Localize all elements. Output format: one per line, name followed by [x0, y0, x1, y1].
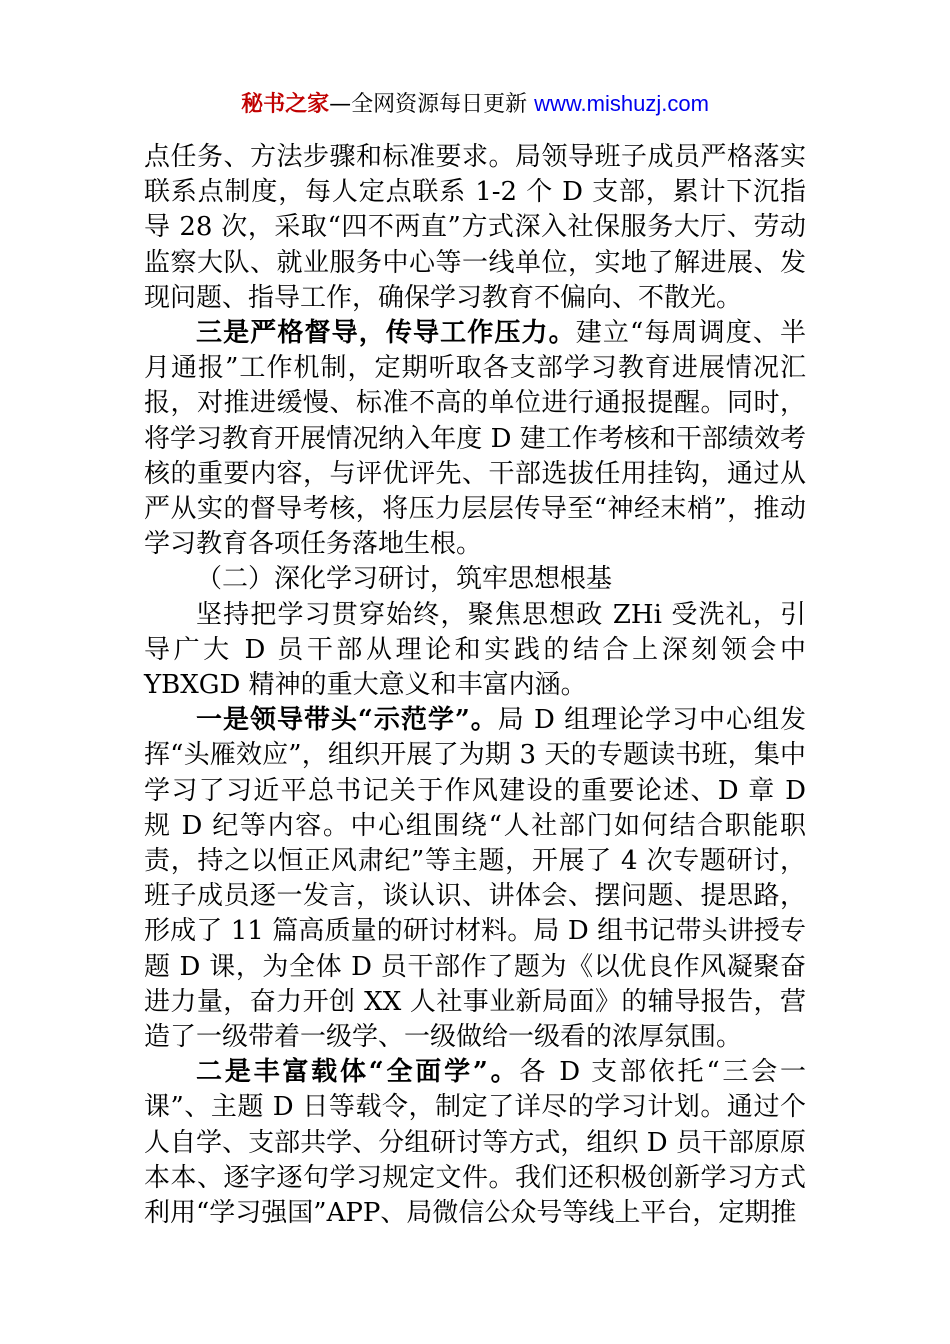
paragraph-4 — [144, 703, 806, 1055]
paragraph-3-text: 坚持把学习贯穿始终，聚焦思想政 ZHi 受洗礼，引导广大 D 员干部从理论和实践的结合上深刻领会中 YBXGD 精神的重大意义和丰富内涵。 — [144, 599, 806, 701]
paragraph-4-lead: 一是领导带头“示范学”。 — [196, 705, 498, 736]
paragraph-1 — [144, 140, 806, 316]
paragraph-5-text: 各 D 支部依托“三会一课”、主题 D 日等载令，制定了详尽的学习计划。通过个人自学、支部共学、分组研讨等方式，组织 D 员干部原原本本、逐字逐句学习规定文件。我们还积极创新学习方式利用“学习强国”APP、局微信公众号等线上平台，定期推 — [144, 1057, 806, 1229]
paragraph-2-text: 建立“每周调度、半月通报”工作机制，定期听取各支部学习教育进展情况汇报，对推进缓慢、标准不高的单位进行通报提醒。同时，将学习教育开展情况纳入年度 D 建工作考核和干部绩效考核的重要内容，与评优评先、干部选拔任用挂钩，通过从严从实的督导考核，将压力层层传导至“神经末梢”，推动学习教育各项任务落地生根。 — [144, 318, 806, 560]
paragraph-2 — [144, 316, 806, 562]
paragraph-5 — [144, 1055, 806, 1231]
section-heading — [144, 562, 806, 597]
document-body — [144, 140, 806, 1231]
paragraph-2-lead: 三是严格督导，传导工作压力。 — [196, 318, 576, 349]
paragraph-4-text: 局 D 组理论学习中心组发挥“头雁效应”，组织开展了为期 3 天的专题读书班，集中学习了习近平总书记关于作风建设的重要论述、D 章 D 规 D 纪等内容。中心组围绕“人社部门如何结合职能职责，持之以恒正风肃纪”等主题，开展了 4 次专题研讨，班子成员逐一发言，谈认识、讲体会、摆问题、提思路，形成了 11 篇高质量的研讨材料。局 D 组书记带头讲授专题 D 课，为全体 D 员干部作了题为《以优良作风凝聚奋进力量，奋力开创 XX 人社事业新局面》的辅导报告，营造了一级带着一级学、一级做给一级看的浓厚氛围。 — [144, 705, 806, 1053]
site-url-link[interactable]: www.mishuzj.com — [534, 91, 709, 116]
section-heading-text: （二）深化学习研讨，筑牢思想根基 — [196, 564, 613, 595]
paragraph-1-text: 点任务、方法步骤和标准要求。局领导班子成员严格落实联系点制度，每人定点联系 1-2 个 D 支部，累计下沉指导 28 次，采取“四不两直”方式深入社保服务大厅、劳动监察大队、就业服务中心等一线单位，实地了解进展、发现问题、指导工作，确保学习教育不偏向、不散光。 — [144, 142, 806, 313]
paragraph-5-lead: 二是丰富载体“全面学”。 — [196, 1057, 520, 1088]
site-header — [0, 86, 950, 123]
site-brand: 秘书之家 — [241, 92, 330, 117]
site-tagline: —全网资源每日更新 — [329, 92, 535, 117]
paragraph-3 — [144, 598, 806, 704]
